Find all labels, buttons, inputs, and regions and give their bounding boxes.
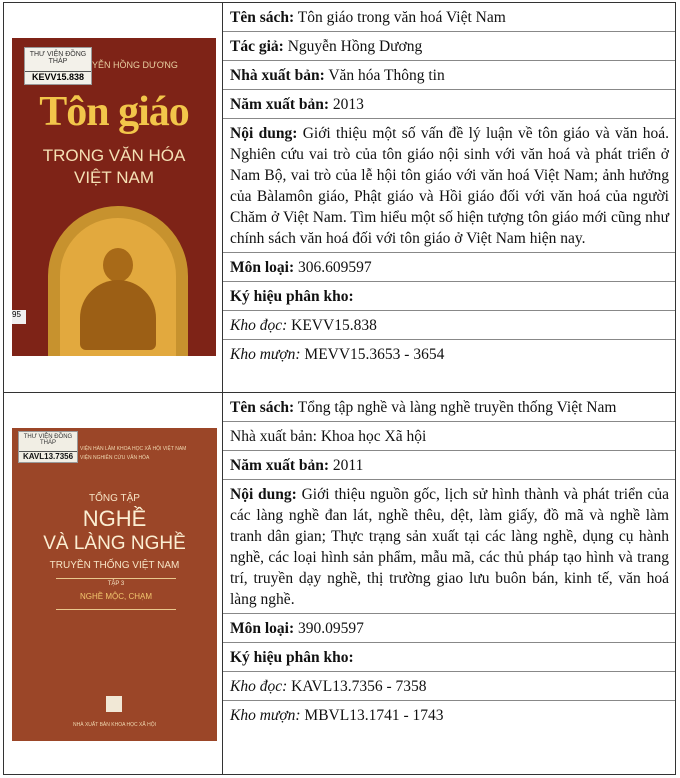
library-sticker [24,47,92,85]
cover-volume: TẬP 3 [107,581,125,587]
sticker-library-name: THƯ VIỆN ĐỒNG THÁP [29,51,87,65]
cover-author: YỄN HỒNG DƯƠNG [92,60,178,70]
year-line [223,89,675,115]
publisher-line [223,60,675,86]
book-cover-image [12,428,217,741]
category-line [223,613,675,639]
publisher-line [223,421,675,447]
content-line [223,118,675,249]
reading-label: Kho đọc: [230,678,288,695]
storage-label: Ký hiệu phân kho: [230,288,354,305]
reading-code: KEVV15.838 [291,317,377,334]
storage-label: Ký hiệu phân kho: [230,649,354,666]
category-line [223,252,675,278]
cover-cell [4,3,223,393]
book-row [4,3,676,393]
year-label: Năm xuất bản: [230,96,330,113]
content-label: Nội dung: [230,486,297,503]
lending-line [223,700,675,726]
buddha-statue-picture [48,206,188,356]
cover-publisher: NHÀ XUẤT BẢN KHOA HỌC XÃ HỘI [73,722,156,728]
title-line [223,393,675,418]
book-year: 2013 [332,96,364,113]
book-category: 390.09597 [298,620,364,637]
cover-cell [4,393,223,775]
book-content: Giới thiệu nguồn gốc, lịch sử hình thành và phát triển của các làng nghề đan lát, nghề thêu, dệt, làm giấy, đồ mã và nghề làm tranh dân gian; Thực trạng sản xuất tại các làng nghề, dụng cụ hành nghề, các loại hình sản phẩm, mẫu mã, các thủ pháp tạo hình và trang trí, truyền dạy nghề, thị trường giao lưu buôn bán, kinh tế, văn hoá làng nghề. [230,486,669,608]
cover-organization-2: VIỆN NGHIÊN CỨU VĂN HÓA [80,455,150,461]
publisher-label: Nhà xuất bản: [230,428,317,445]
book-author: Nguyễn Hồng Dương [287,38,423,55]
cover-organization-1: VIỆN HÀN LÂM KHOA HỌC XÃ HỘI VIỆT NAM [80,446,187,452]
cover-title-2: VÀ LÀNG NGHỀ [43,533,186,554]
author-line [223,31,675,57]
lending-line [223,339,675,365]
book-publisher: Khoa học Xã hội [320,428,427,445]
book-publisher: Văn hóa Thông tin [328,67,445,84]
publisher-logo-icon [106,696,122,712]
author-label: Tác giả: [230,38,284,55]
cover-number: 95 [12,310,26,324]
cover-subtitle-2: VIỆT NAM [74,168,154,187]
cover-title-1: NGHỀ [82,506,147,531]
library-sticker [18,431,78,463]
cover-title-3: TRUYỀN THỐNG VIỆT NAM [49,560,180,571]
sticker-code: KAVL13.7356 [19,451,77,461]
reading-line [223,310,675,336]
cover-volume-band [56,578,176,610]
lending-label: Kho mượn: [230,346,301,363]
publisher-label: Nhà xuất bản: [230,67,325,84]
cover-title: Tôn giáo [39,89,189,135]
book-cover-image [12,38,216,356]
lending-code: MBVL13.1741 - 1743 [304,707,444,724]
category-label: Môn loại: [230,259,295,276]
lending-label: Kho mượn: [230,707,301,724]
title-label: Tên sách: [230,399,295,416]
info-cell [223,393,676,775]
content-label: Nội dung: [230,125,298,142]
storage-line [223,281,675,307]
sticker-library-name: THƯ VIỆN ĐỒNG THÁP [23,434,73,446]
year-label: Năm xuất bản: [230,457,330,474]
reading-line [223,671,675,697]
title-label: Tên sách: [230,9,295,26]
book-category: 306.609597 [298,259,372,276]
reading-label: Kho đọc: [230,317,288,334]
category-label: Môn loại: [230,620,295,637]
book-title: Tổng tập nghề và làng nghề truyền thống Việt Nam [297,399,617,416]
book-title: Tôn giáo trong văn hoá Việt Nam [297,9,506,26]
book-row [4,393,676,775]
info-cell [223,3,676,393]
catalog-table [3,2,676,775]
cover-volume-subtitle: NGHỀ MỘC, CHẠM [80,592,152,601]
year-line [223,450,675,476]
cover-pretitle: TỔNG TẬP [89,493,140,504]
reading-code: KAVL13.7356 - 7358 [291,678,427,695]
content-line [223,479,675,610]
book-content: Giới thiệu một số vấn đề lý luận về tôn giáo và văn hoá. Nghiên cứu vai trò của tôn giáo nội sinh với văn hoá và phát triển ở Nam Bộ, vai trò của lễ hội tôn giáo với văn hoá Việt Nam; ảnh hưởng của Bàlamôn giáo, Phật giáo và Hồi giáo đối với văn hoá của người Chăm ở Việt Nam. Tìm hiểu một số hiện tượng tôn giáo mới cũng như chính sách văn hoá đối với tôn giáo ở Việt Nam hiện nay. [230,125,670,247]
storage-line [223,642,675,668]
book-year: 2011 [332,457,364,474]
sticker-code: KEVV15.838 [25,71,91,82]
title-line [223,3,675,28]
cover-subtitle-1: TRONG VĂN HÓA [42,146,186,165]
lending-code: MEVV15.3653 - 3654 [304,346,445,363]
